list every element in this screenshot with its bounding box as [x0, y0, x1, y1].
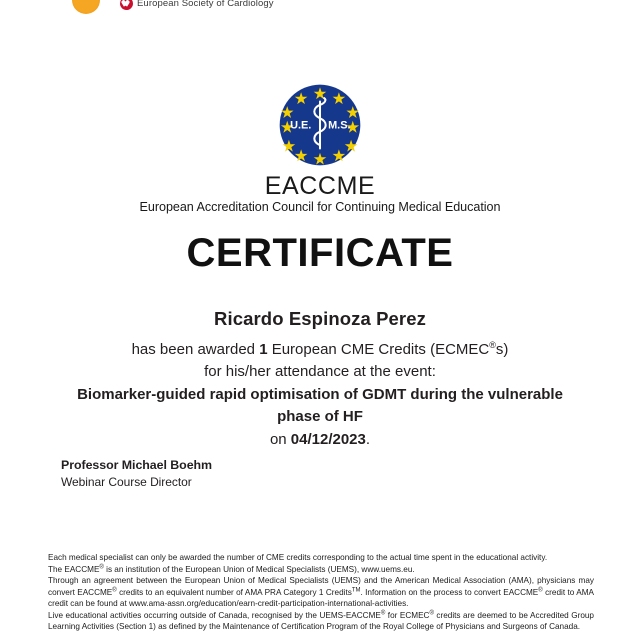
uems-right-label: M.S.: [328, 119, 351, 132]
legal-fineprint: [48, 552, 594, 633]
eaccme-full-name: European Accreditation Council for Continuing Medical Education: [139, 200, 501, 214]
credits-line: [60, 339, 580, 360]
registered-mark-icon: ®: [112, 586, 117, 593]
uems-left-label: U.E.: [290, 119, 312, 132]
fineprint-paragraph-1: [48, 552, 594, 575]
event-date-line: [60, 429, 580, 451]
date-suffix: .: [365, 431, 371, 448]
fineprint-p3-b: for ECMEC: [385, 610, 430, 620]
awarded-prefix: has been awarded: [131, 341, 260, 358]
fineprint-p3-c: credits are deemed to be Accredited Group Learning Activities (Section 1) as defined by the Maintenance of Certification Program of the Royal College of Physicians and Surgeons of Canada.: [48, 610, 594, 632]
awarded-suffix-2: s): [495, 341, 509, 358]
trademark-mark-icon: TM: [351, 586, 361, 593]
attendance-line: for his/her attendance at the event:: [204, 363, 436, 380]
registered-mark-icon: ®: [489, 340, 496, 350]
registered-mark-icon: ®: [538, 586, 543, 593]
awarded-suffix-1: European CME Credits (ECMEC: [267, 341, 490, 358]
signature-block: [61, 458, 212, 489]
orange-circle-logo-icon: [72, 0, 100, 14]
fineprint-p3-a: Live educational activities occurring outside of Canada, recognised by the UEMS-EACCME: [48, 610, 381, 620]
registered-mark-icon: ®: [99, 563, 104, 570]
event-title: Biomarker-guided rapid optimisation of GDMT during the vulnerable phase of HF: [77, 386, 563, 425]
registered-mark-icon: ®: [380, 610, 386, 616]
event-date: 04/12/2023: [290, 431, 366, 448]
fineprint-paragraph-2: [48, 575, 594, 610]
esc-logo-label: European Society of Cardiology: [137, 0, 274, 9]
esc-logo: [120, 0, 274, 10]
fineprint-p1-line2b: is an institution of the European Union of Medical Specialists (UEMS), www.uems.eu.: [103, 564, 415, 574]
fineprint-paragraph-3: [48, 610, 594, 633]
fineprint-p2-c: . Information on the process to convert EACCME: [360, 587, 539, 597]
page-title: CERTIFICATE: [186, 231, 454, 275]
heart-icon: [120, 0, 133, 10]
fineprint-p2-d: credit to AMA credit can be found at www.ama-assn.org/education/earn-credit-participation-international-activities.: [48, 587, 594, 609]
fineprint-p2-b: credits to an equivalent number of AMA PRA Category 1 Credits: [116, 587, 352, 597]
date-prefix: on: [269, 431, 291, 448]
award-body: [60, 308, 580, 451]
credit-count: 1: [259, 341, 268, 358]
partner-logo-strip: [0, 0, 640, 14]
signatory-role: Webinar Course Director: [61, 475, 192, 489]
eaccme-acronym: EACCME: [264, 172, 376, 200]
fineprint-p1-line1: Each medical specialist can only be awarded the number of CME credits corresponding to the actual time spent in the educational activity.: [48, 553, 548, 562]
uems-emblem-container: [0, 83, 640, 167]
uems-emblem-icon: [278, 83, 362, 167]
fineprint-p1-line2a: The EACCME: [48, 564, 100, 574]
signatory-name: Professor Michael Boehm: [61, 458, 213, 472]
recipient-name: Ricardo Espinoza Perez: [214, 308, 426, 329]
fineprint-p2-a: Through an agreement between the European Union of Medical Specialists (UEMS) and the American Medical Association (AMA), physicians may convert EACCME: [48, 576, 594, 597]
registered-mark-icon: ®: [429, 610, 434, 616]
